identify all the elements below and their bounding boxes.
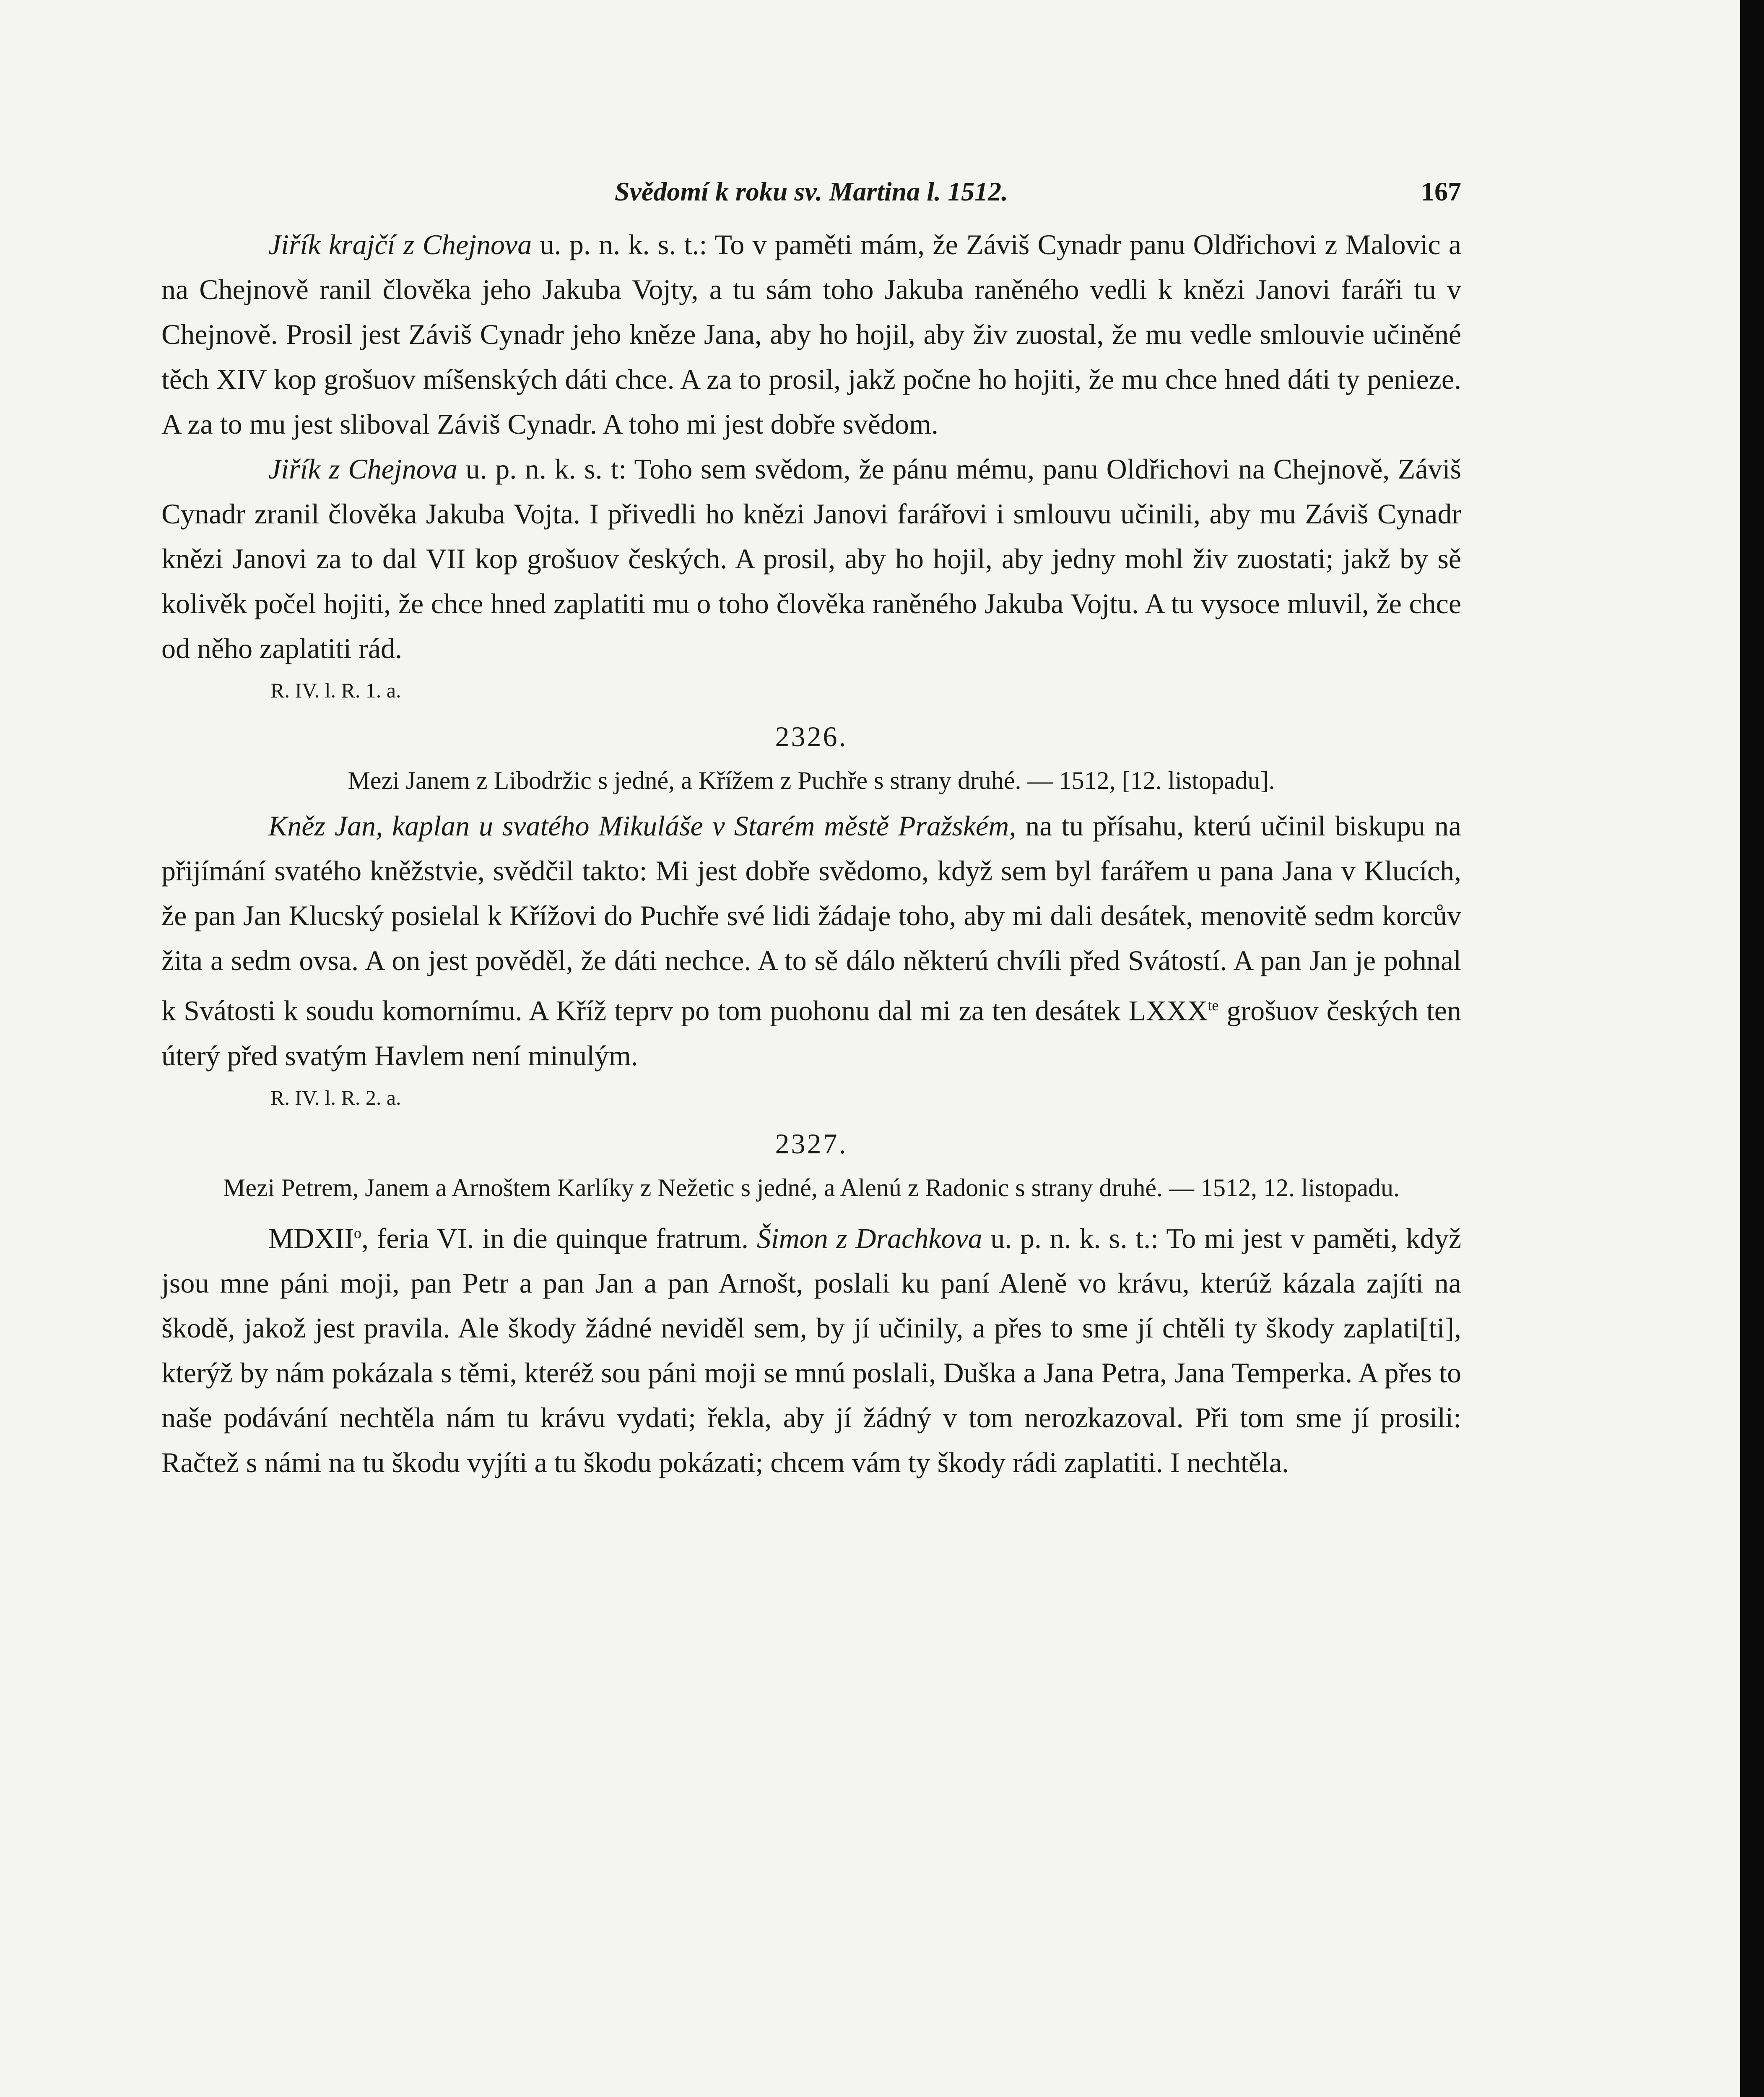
text-block <box>161 176 1461 1485</box>
document-number: 2326. <box>775 721 848 752</box>
testimony-paragraph <box>161 447 1461 671</box>
testimony-paragraph <box>161 222 1461 447</box>
testimony-text: na tu přísahu, kterú učinil biskupu na přijímání svatého kněžstvie, svědčil takto: Mi jest dobře svědomo, když sem byl farářem u pana Jana v Klucích, že pan Jan Klucský posielal k Křížovi do Puchře své lidi žádaje toho, aby mi dali desátek, menovitě sedm korcův žita a sedm ovsa. A on jest pověděl, že dáti nechce. A to sě dálo některú chvíli před Svátostí. A pan Jan je pohnal k Svátosti k soudu komornímu. A Kříž teprv po tom puohonu dal mi za ten desátek LXXX <box>161 810 1462 1027</box>
testimony-text: u. p. n. k. s. t: Toho sem svědom, že pánu mému, panu Oldřichovi na Chejnově, Záviš Cynadr zranil člověka Jakuba Vojta. I přivedli ho knězi Janovi farářovi i smlouvu učinili, aby mu Záviš Cynadr knězi Janovi za to dal VII kop grošuov českých. A prosil, aby ho hojil, aby jedny mohl živ zuostati; jakž by sě kolivěk počel hojiti, že chce hned zaplatiti mu o toho člověka raněného Jakuba Vojtu. A tu vysoce mluvil, že chce od něho zaplatiti rád. <box>161 453 1461 664</box>
document-regest: Mezi Janem z Libodržic s jedné, a Křížem z Puchře s strany druhé. — 1512, [12. listopadu]. <box>348 767 1275 794</box>
running-title: Svědomí k roku sv. Martina l. 1512. <box>614 177 1008 206</box>
witness-name: Kněz Jan, kaplan u svatého Mikuláše v Starém městě Pražském, <box>268 810 1016 842</box>
witness-name: Jiřík z Chejnova <box>268 453 457 485</box>
document-number: 2327. <box>775 1127 848 1160</box>
page-number: 167 <box>1421 177 1461 206</box>
document-regest: Mezi Petrem, Janem a Arnoštem Karlíky z Nežetic s jedné, a Alenú z Radonic s strany druhé. — 1512, 12. listopadu. <box>223 1173 1400 1202</box>
date-lead-rest: , feria VI. in die quinque fratrum. <box>361 1222 757 1254</box>
scan-border <box>1740 0 1764 2097</box>
superscript: te <box>1208 997 1219 1014</box>
testimony-paragraph <box>161 1211 1461 1486</box>
archive-signature: R. IV. l. R. 2. a. <box>270 1085 401 1109</box>
date-lead: MDXII <box>268 1222 354 1254</box>
testimony-text: u. p. n. k. s. t.: To mi jest v paměti, když jsou mne páni moji, pan Petr a pan Jan a pan Arnošt, poslali ku paní Aleně vo krávu, kterúž kázala zajíti na škodě, jakož jest pravila. Ale škody žádné neviděl sem, by jí učinily, a přes to sme jí chtěli ty škody zaplati[ti], kterýž by nám pokázala s těmi, kteréž sou páni moji se mnú poslali, Duška a Jana Petra, Jana Temperka. A přes to naše podávání nechtěla nám tu krávu vydati; řekla, aby jí žádný v tom nerozkazoval. Při tom sme jí prosili: Račtež s námi na tu škodu vyjíti a tu škodu pokázati; chcem vám ty škody rádi zaplatiti. I nechtěla. <box>161 1222 1462 1479</box>
witness-name: Jiřík krajčí z Chejnova <box>268 229 532 260</box>
testimony-text-end: grošuov českých ten úterý před svatým Havlem není minulým. <box>161 994 1461 1072</box>
testimony-paragraph <box>161 804 1461 1078</box>
superscript: o <box>353 1224 361 1241</box>
archive-signature: R. IV. l. R. 1. a. <box>270 679 401 702</box>
testimony-text: u. p. n. k. s. t.: To v paměti mám, že Záviš Cynadr panu Oldřichovi z Malovic a na Chejnově ranil člověka jeho Jakuba Vojty, a tu sám toho Jakuba raněného vedli k knězi Janovi faráři tu v Chejnově. Prosil jest Záviš Cynadr jeho kněze Jana, aby ho hojil, aby živ zuostal, že mu vedle smlouvie učiněné těch XIV kop grošuov míšenských dáti chce. A za to prosil, jakž počne ho hojiti, že mu chce hned dáti ty penieze. A za to mu jest sliboval Záviš Cynadr. A toho mi jest dobře svědom. <box>161 229 1462 440</box>
witness-name: Šimon z Drachkova <box>756 1222 982 1254</box>
page-header <box>161 176 1461 222</box>
